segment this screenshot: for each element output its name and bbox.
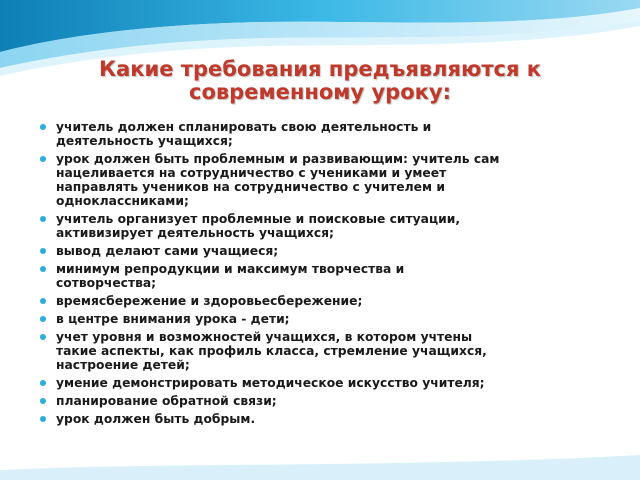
list-item: [38, 330, 608, 372]
bullet-icon: [40, 398, 46, 404]
list-item: [38, 212, 608, 240]
list-item-text: учитель организует проблемные и поисковые ситуации, активизирует деятельность учащихся;: [56, 212, 460, 240]
list-item: [38, 120, 608, 148]
bullet-icon: [40, 334, 46, 340]
requirements-list: [38, 120, 608, 430]
bullet-icon: [40, 316, 46, 322]
bullet-icon: [40, 124, 46, 130]
list-item-text: умение демонстрировать методическое искусство учителя;: [56, 376, 485, 390]
bullet-icon: [40, 416, 46, 422]
list-item: [38, 394, 608, 408]
list-item-text: в центре внимания урока - дети;: [56, 312, 290, 326]
list-item: [38, 294, 608, 308]
list-item: [38, 376, 608, 390]
list-item-text: минимум репродукции и максимум творчества и сотворчества;: [56, 262, 405, 290]
bullet-icon: [40, 266, 46, 272]
bullet-icon: [40, 248, 46, 254]
slide-title: Какие требования предъявляются к современному уроку:: [98, 57, 542, 104]
list-item-text: времясбережение и здоровьесбережение;: [56, 294, 363, 308]
list-item: [38, 244, 608, 258]
list-item: [38, 412, 608, 426]
bullet-icon: [40, 380, 46, 386]
list-item-text: урок должен быть добрым.: [56, 412, 256, 426]
bullet-icon: [40, 298, 46, 304]
list-item: [38, 312, 608, 326]
bullet-icon: [40, 156, 46, 162]
list-item: [38, 262, 608, 290]
list-item: [38, 152, 608, 208]
list-item-text: учет уровня и возможностей учащихся, в котором учтены такие аспекты, как профиль класса, стремление учащихся, настроение детей;: [56, 330, 487, 372]
list-item-text: вывод делают сами учащиеся;: [56, 244, 279, 258]
list-item-text: урок должен быть проблемным и развивающим: учитель сам нацеливается на сотрудничество с учениками и умеет направлять учеников на сотрудничество с учителем и одноклассниками;: [56, 152, 500, 208]
list-item-text: учитель должен спланировать свою деятельность и деятельность учащихся;: [56, 120, 432, 148]
bullet-icon: [40, 216, 46, 222]
list-item-text: планирование обратной связи;: [56, 394, 277, 408]
